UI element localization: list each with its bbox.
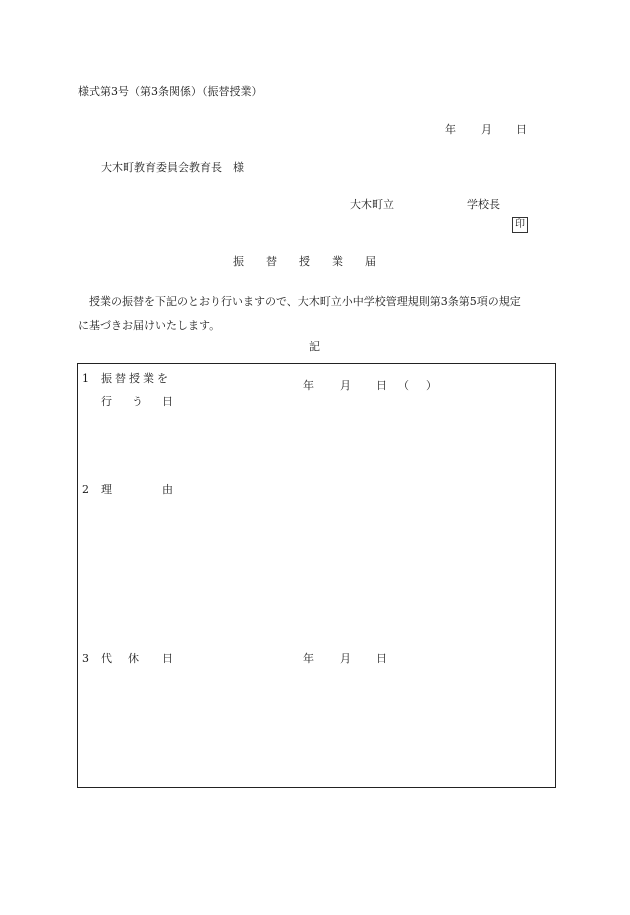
item-1-number: 1	[82, 372, 89, 385]
item-2-label-char: 理	[101, 483, 112, 496]
item-1-weekday-paren-close: ）	[426, 379, 437, 392]
body-text-line-2: に基づきお届けいたします。	[78, 319, 221, 332]
date-year-label: 年	[445, 123, 456, 136]
item-1-label-line-1: 振替授業を	[101, 372, 171, 385]
item-1-label-line-2-char: 日	[162, 395, 173, 408]
item-1-label-line-2-char: 行	[101, 395, 112, 408]
item-3-year-field[interactable]: 年	[303, 652, 314, 665]
recipient-line: 大木町教育委員会教育長 様	[101, 161, 244, 174]
item-3-number: 3	[82, 652, 89, 665]
ki-heading: 記	[309, 340, 320, 353]
date-month-label: 月	[481, 123, 492, 136]
seal-mark: 印	[512, 217, 528, 233]
body-text-line-1: 授業の振替を下記のとおり行いますので、大木町立小中学校管理規則第3条第5項の規定	[89, 295, 521, 308]
item-3-month-field[interactable]: 月	[340, 652, 351, 665]
school-town-label: 大木町立	[350, 198, 394, 211]
item-3-label-char: 日	[162, 652, 173, 665]
item-1-month-field[interactable]: 月	[340, 379, 351, 392]
item-2-number: 2	[82, 483, 89, 496]
item-1-weekday-paren-open: （	[398, 379, 409, 392]
item-1-label-line-2-char: う	[132, 395, 143, 408]
item-3-label-char: 休	[128, 652, 139, 665]
item-3-day-field[interactable]: 日	[376, 652, 387, 665]
item-1-year-field[interactable]: 年	[303, 379, 314, 392]
item-3-label-char: 代	[101, 652, 112, 665]
item-2-label-char: 由	[162, 483, 173, 496]
record-box	[77, 363, 556, 788]
document-title: 振替授業届	[233, 255, 398, 268]
form-number-label: 様式第3号（第3条関係）（振替授業）	[78, 85, 263, 98]
school-head-label: 学校長	[467, 198, 500, 211]
item-1-day-field[interactable]: 日	[376, 379, 387, 392]
date-day-label: 日	[516, 123, 527, 136]
